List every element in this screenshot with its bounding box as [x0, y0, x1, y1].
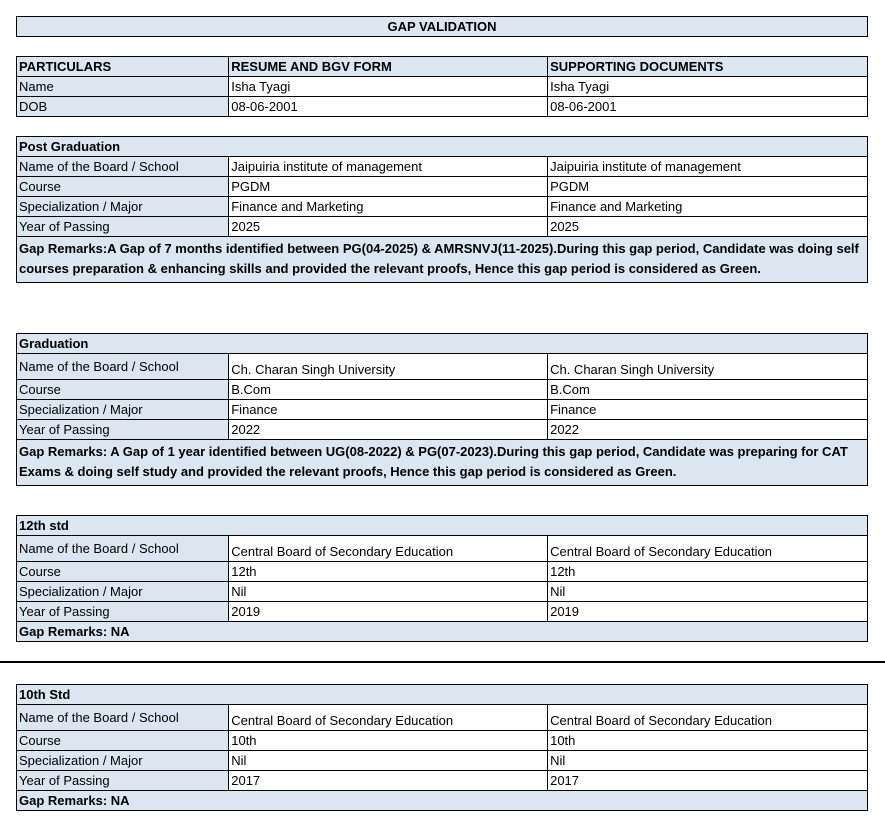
resume-value: Jaipuiria institute of management — [229, 157, 548, 177]
row-label: Name of the Board / School — [17, 705, 229, 731]
row-label: Name of the Board / School — [17, 354, 229, 380]
resume-value: 10th — [229, 731, 548, 751]
row-label: Year of Passing — [17, 771, 229, 791]
document-value: Jaipuiria institute of management — [548, 157, 868, 177]
table-row — [17, 731, 868, 751]
gap-remark: Gap Remarks: A Gap of 1 year identified between UG(08-2022) & PG(07-2023).During this gap period, Candidate was preparing for CAT Exams & doing self study and provided the relevant proofs, Hence this gap period is considered as Green. — [17, 440, 868, 486]
particulars-table — [16, 56, 868, 117]
document-value: Finance — [548, 400, 868, 420]
resume-value: B.Com — [229, 380, 548, 400]
section-heading: 12th std — [17, 516, 868, 536]
table-row — [17, 217, 868, 237]
header-resume-bgv: RESUME AND BGV FORM — [229, 57, 548, 77]
table-row — [17, 97, 868, 117]
resume-value: Nil — [229, 751, 548, 771]
graduation-table — [16, 333, 868, 486]
document-value: Finance and Marketing — [548, 197, 868, 217]
resume-value: 2022 — [229, 420, 548, 440]
resume-value: Central Board of Secondary Education — [229, 536, 548, 562]
resume-value: 12th — [229, 562, 548, 582]
table-row — [17, 536, 868, 562]
document-value: Central Board of Secondary Education — [548, 536, 868, 562]
header-particulars: PARTICULARS — [17, 57, 229, 77]
table-row — [17, 157, 868, 177]
document-value: 2025 — [548, 217, 868, 237]
document-value: 12th — [548, 562, 868, 582]
section-heading: Post Graduation — [17, 137, 868, 157]
resume-value: Ch. Charan Singh University — [229, 354, 548, 380]
gap-remark: Gap Remarks:A Gap of 7 months identified between PG(04-2025) & AMRSNVJ(11-2025).During this gap period, Candidate was doing self courses preparation & enhancing skills and provided the relevant proofs, Hence this gap period is considered as Green. — [17, 237, 868, 283]
resume-value: 2017 — [229, 771, 548, 791]
row-label: Year of Passing — [17, 420, 229, 440]
table-row — [17, 602, 868, 622]
document-value: Nil — [548, 582, 868, 602]
table-row — [17, 705, 868, 731]
document-value: PGDM — [548, 177, 868, 197]
resume-value: Nil — [229, 582, 548, 602]
row-label: Course — [17, 562, 229, 582]
document-value: Isha Tyagi — [548, 77, 868, 97]
resume-value: 2025 — [229, 217, 548, 237]
table-row — [17, 771, 868, 791]
row-label: Specialization / Major — [17, 751, 229, 771]
row-label: Name of the Board / School — [17, 157, 229, 177]
document-value: Central Board of Secondary Education — [548, 705, 868, 731]
gap-remark: Gap Remarks: NA — [17, 791, 868, 811]
table-row — [17, 562, 868, 582]
header-supporting-docs: SUPPORTING DOCUMENTS — [548, 57, 868, 77]
table-row — [17, 582, 868, 602]
document-value: 2022 — [548, 420, 868, 440]
table-row — [17, 177, 868, 197]
post-graduation-table — [16, 136, 868, 283]
tenth-std-table — [16, 684, 868, 811]
table-row — [17, 400, 868, 420]
document-value: B.Com — [548, 380, 868, 400]
row-label: Specialization / Major — [17, 582, 229, 602]
document-value: 08-06-2001 — [548, 97, 868, 117]
row-label: Specialization / Major — [17, 197, 229, 217]
page-break-divider — [0, 661, 885, 663]
row-label: Course — [17, 177, 229, 197]
table-row — [17, 420, 868, 440]
table-row — [17, 380, 868, 400]
document-value: 2019 — [548, 602, 868, 622]
resume-value: Finance and Marketing — [229, 197, 548, 217]
row-label: Course — [17, 731, 229, 751]
table-row — [17, 751, 868, 771]
section-heading: 10th Std — [17, 685, 868, 705]
document-value: Ch. Charan Singh University — [548, 354, 868, 380]
resume-value: Finance — [229, 400, 548, 420]
section-heading: Graduation — [17, 334, 868, 354]
document-value: Nil — [548, 751, 868, 771]
resume-value: PGDM — [229, 177, 548, 197]
page-title: GAP VALIDATION — [16, 16, 868, 37]
document-value: 10th — [548, 731, 868, 751]
resume-value: 2019 — [229, 602, 548, 622]
document-value: 2017 — [548, 771, 868, 791]
resume-value: 08-06-2001 — [229, 97, 548, 117]
resume-value: Isha Tyagi — [229, 77, 548, 97]
row-label: Course — [17, 380, 229, 400]
row-label: Specialization / Major — [17, 400, 229, 420]
row-label: Name of the Board / School — [17, 536, 229, 562]
row-label: Year of Passing — [17, 602, 229, 622]
particulars-header-row — [17, 57, 868, 77]
table-row — [17, 197, 868, 217]
twelfth-std-table — [16, 515, 868, 642]
gap-remark: Gap Remarks: NA — [17, 622, 868, 642]
row-label: Name — [17, 77, 229, 97]
table-row — [17, 354, 868, 380]
row-label: Year of Passing — [17, 217, 229, 237]
resume-value: Central Board of Secondary Education — [229, 705, 548, 731]
row-label: DOB — [17, 97, 229, 117]
table-row — [17, 77, 868, 97]
